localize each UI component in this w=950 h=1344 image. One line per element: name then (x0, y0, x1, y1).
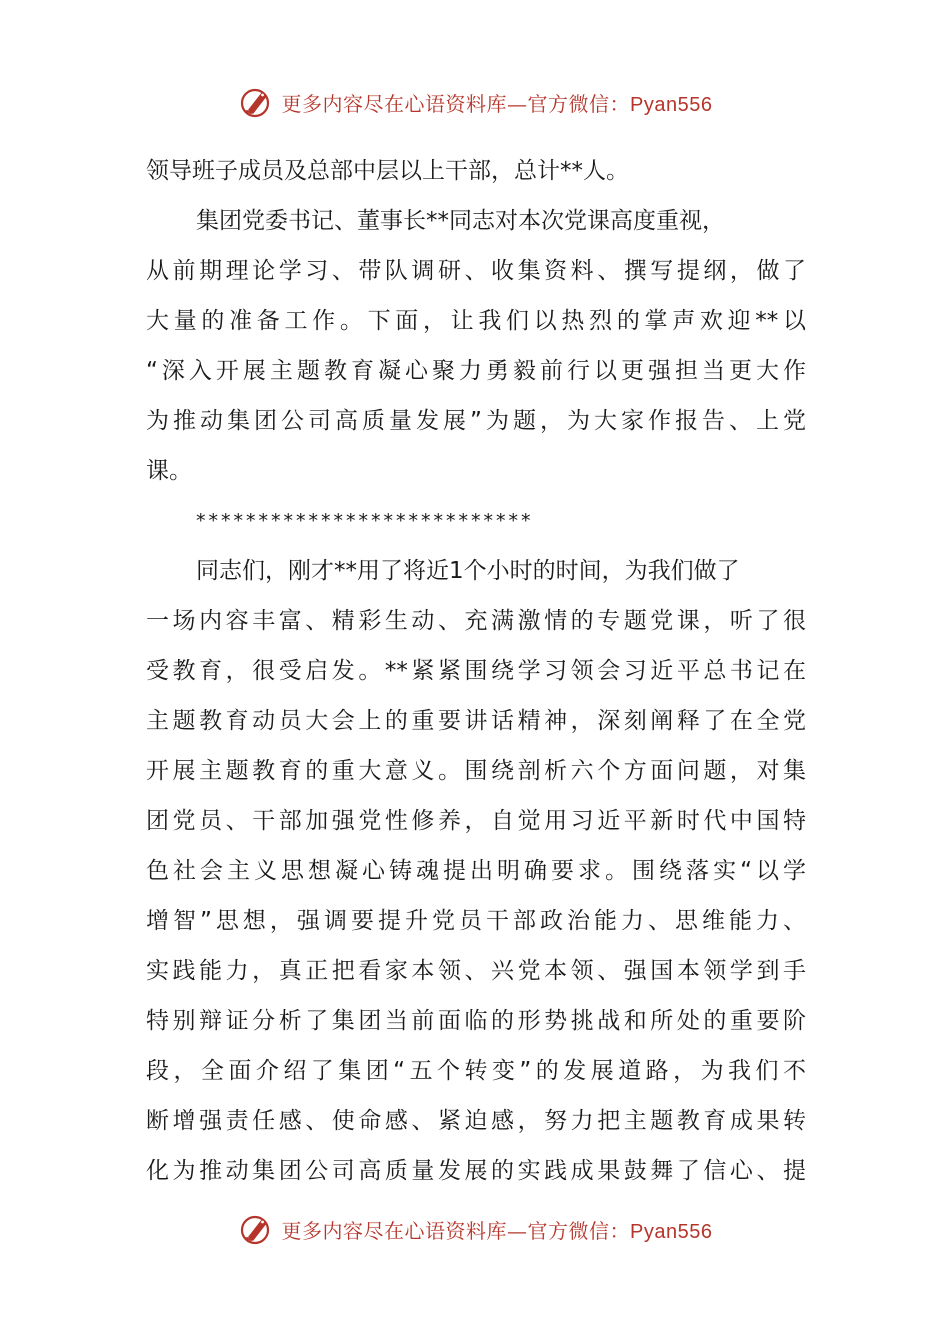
watermark-dash: — (507, 91, 528, 116)
text-line: 增智”思想，强调要提升党员干部政治能力、思维能力、 (146, 908, 806, 934)
text-line: 断增强责任感、使命感、紧迫感，努力把主题教育成果转 (146, 1108, 806, 1134)
separator-stars: *************************** (196, 510, 534, 532)
text-line: 领导班子成员及总部中层以上干部，总计**人。 (146, 158, 629, 184)
watermark-suffix: 官方微信： (527, 1218, 631, 1243)
text-line: 从前期理论学习、带队调研、收集资料、撰写提纲，做了 (146, 258, 806, 284)
text-line: 同志们，刚才**用了将近1个小时的时间，为我们做了 (196, 558, 740, 584)
text-line: 为推动集团公司高质量发展”为题，为大家作报告、上党 (146, 408, 806, 434)
watermark-footer (0, 1209, 950, 1249)
text-line: “深入开展主题教育凝心聚力勇毅前行以更强担当更大作 (146, 358, 806, 384)
watermark-header (0, 82, 950, 122)
text-line: 开展主题教育的重大意义。围绕剖析六个方面问题，对集 (146, 758, 806, 784)
text-line: 课。 (146, 458, 192, 484)
text-line: 色社会主义思想凝心铸魂提出明确要求。围绕落实“以学 (146, 858, 806, 884)
watermark-suffix: 官方微信： (527, 91, 631, 116)
text-line: 团党员、干部加强党性修养，自觉用习近平新时代中国特 (146, 808, 806, 834)
text-line: 主题教育动员大会上的重要讲话精神，深刻阐释了在全党 (146, 708, 806, 734)
text-line: 受教育，很受启发。**紧紧围绕学习领会习近平总书记在 (146, 658, 806, 684)
watermark-brand: 更多内容尽在心语资料库 (281, 1218, 508, 1243)
text-line: 一场内容丰富、精彩生动、充满激情的专题党课，听了很 (146, 608, 806, 634)
text-line: 大量的准备工作。下面，让我们以热烈的掌声欢迎**以 (146, 308, 806, 334)
text-line: 化为推动集团公司高质量发展的实践成果鼓舞了信心、提 (146, 1158, 806, 1184)
text-line: 集团党委书记、董事长**同志对本次党课高度重视， (196, 208, 725, 234)
text-line: 实践能力，真正把看家本领、兴党本领、强国本领学到手 (146, 958, 806, 984)
watermark-brand: 更多内容尽在心语资料库 (281, 91, 508, 116)
text-line: 段，全面介绍了集团“五个转变”的发展道路，为我们不 (146, 1058, 806, 1084)
pen-nib-logo-icon (238, 84, 274, 120)
watermark-wechat-id: Pyan556 (630, 1220, 713, 1243)
watermark-text (282, 88, 713, 117)
text-line: 特别辩证分析了集团当前面临的形势挑战和所处的重要阶 (146, 1008, 806, 1034)
watermark-dash: — (507, 1218, 528, 1243)
pen-nib-logo-icon (238, 1211, 274, 1247)
watermark-wechat-id: Pyan556 (630, 93, 713, 116)
document-body (146, 146, 806, 1196)
watermark-text (282, 1215, 713, 1244)
